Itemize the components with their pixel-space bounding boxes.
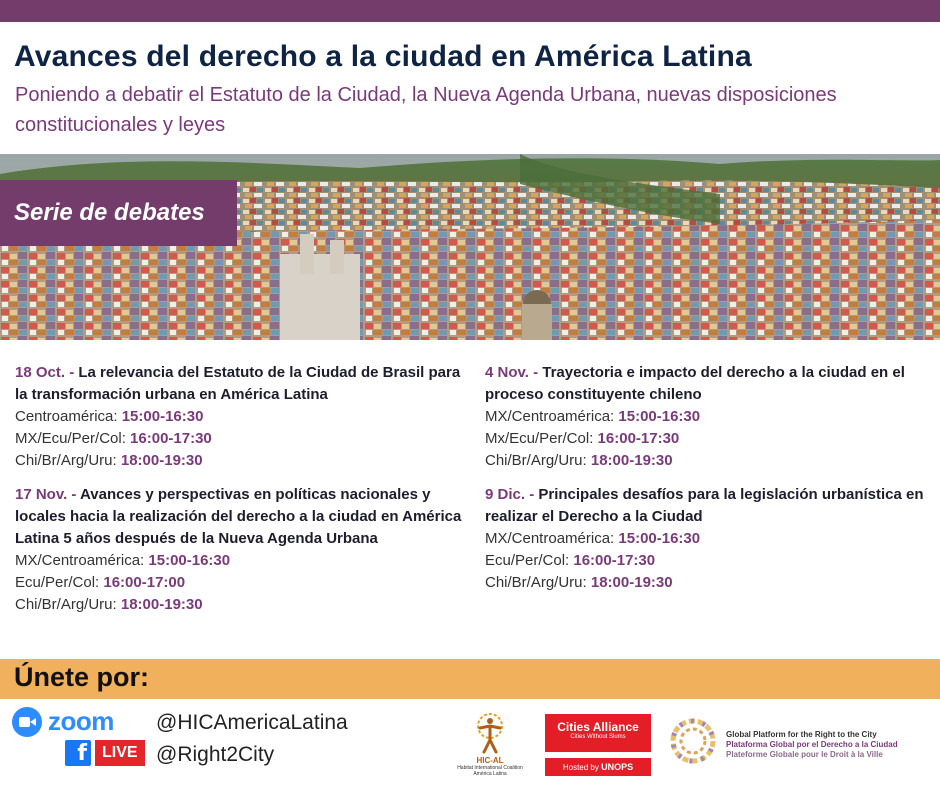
schedule-row [485,428,925,450]
schedule-region: Chi/Br/Arg/Uru: [15,596,117,613]
schedule-region: Ecu/Per/Col: [15,574,100,591]
global-platform-logo [666,714,720,773]
schedule-region: Mx/Ecu/Per/Col: [485,430,594,447]
hic-line1: Habitat International Coalition [457,765,523,771]
facebook-live-logo [65,740,145,766]
schedule-row [15,450,470,472]
schedule-time: 18:00-19:30 [120,452,203,469]
event-title: Principales desafíos para la legislación urbanística en realizar el Derecho a la Ciudad [485,486,924,525]
schedule-time: 15:00-16:30 [618,408,701,425]
event-date: 17 Nov. [15,486,68,503]
schedule-row [485,450,925,472]
facebook-icon: f [65,740,91,766]
schedule-time: 18:00-19:30 [120,596,203,613]
zoom-logo [12,706,114,737]
schedule-region: MX/Centroamérica: [15,552,145,569]
schedule-row [485,406,925,428]
event-title: La relevancia del Estatuto de la Ciudad de Brasil para la transformación urbana en América Latina [15,364,461,403]
global-platform-line-fr: Plateforme Globale pour le Droit à la Ville [726,750,883,759]
schedule-region: MX/Centroamérica: [485,530,615,547]
schedule-time: 15:00-16:30 [121,408,204,425]
zoom-handle: @HICAmericaLatina [156,711,348,734]
series-banner [0,180,237,246]
hic-figure-icon [470,712,510,756]
facebook-handle: @Right2City [156,743,275,766]
event-title: Trayectoria e impacto del derecho a la ciudad en el proceso constituyente chileno [485,364,905,403]
schedule-row [15,572,470,594]
page-subtitle: Poniendo a debatir el Estatuto de la Ciudad, la Nueva Agenda Urbana, nuevas disposiciones constitucionales y leyes [15,84,837,136]
schedule-time: 15:00-16:30 [618,530,701,547]
schedule-region: Ecu/Per/Col: [485,552,570,569]
schedule-row [15,594,470,616]
schedule-region: Chi/Br/Arg/Uru: [485,452,587,469]
schedule-region: MX/Ecu/Per/Col: [15,430,126,447]
schedule-time: 18:00-19:30 [590,574,673,591]
event-item [15,484,470,616]
global-platform-ring-icon [666,714,720,768]
zoom-wordmark: zoom [48,706,114,736]
schedule-time: 16:00-17:30 [130,430,212,447]
schedule-row [485,550,925,572]
join-bar [0,659,940,699]
unops-name: UNOPS [601,762,634,772]
live-badge: LIVE [95,740,145,766]
hic-al-logo [448,712,532,777]
schedule-region: Chi/Br/Arg/Uru: [15,452,117,469]
global-platform-text [726,730,898,760]
page-title: Avances del derecho a la ciudad en América Latina [14,40,752,73]
event-title: Avances y perspectivas en políticas nacionales y locales hacia la realización del derecho a la ciudad en América Latina 5 años después de la Nueva Agenda Urbana [15,486,462,547]
schedule-time: 18:00-19:30 [590,452,673,469]
global-platform-line-en: Global Platform for the Right to the City [726,730,877,739]
events-column-left [15,362,470,628]
event-date: 9 Dic. [485,486,526,503]
global-platform-line-es: Plataforma Global por el Derecho a la Ciudad [726,740,898,749]
schedule-time: 16:00-17:00 [103,574,186,591]
hic-name: HIC-AL [476,756,504,765]
event-date: 18 Oct. [15,364,66,381]
cities-alliance-logo [545,714,651,776]
cities-alliance-tagline: Cities Without Slums [570,734,626,740]
top-color-bar [0,0,940,22]
event-date: 4 Nov. [485,364,529,381]
event-item [485,362,925,472]
schedule-row [15,406,470,428]
schedule-row [15,550,470,572]
event-item [485,484,925,594]
event-date-sep: - [528,364,543,381]
schedule-row [485,572,925,594]
event-date-sep: - [65,364,79,381]
hic-line2: América Latina [473,771,507,777]
schedule-time: 16:00-17:30 [597,430,680,447]
unops-block [545,758,651,776]
join-label: Únete por: [14,662,149,692]
events-column-right [485,362,925,606]
zoom-camera-icon [12,707,42,737]
series-label: Serie de debates [14,199,205,226]
event-date-sep: - [525,486,539,503]
schedule-region: Chi/Br/Arg/Uru: [485,574,587,591]
schedule-time: 16:00-17:30 [573,552,656,569]
schedule-row [15,428,470,450]
hosted-by: Hosted by [562,763,599,772]
schedule-row [485,528,925,550]
schedule-region: MX/Centroamérica: [485,408,615,425]
event-date-sep: - [67,486,81,503]
schedule-region: Centroamérica: [15,408,118,425]
cities-alliance-block [545,714,651,752]
cities-alliance-name: Cities Alliance [557,720,639,734]
event-item [15,362,470,472]
schedule-time: 15:00-16:30 [148,552,231,569]
